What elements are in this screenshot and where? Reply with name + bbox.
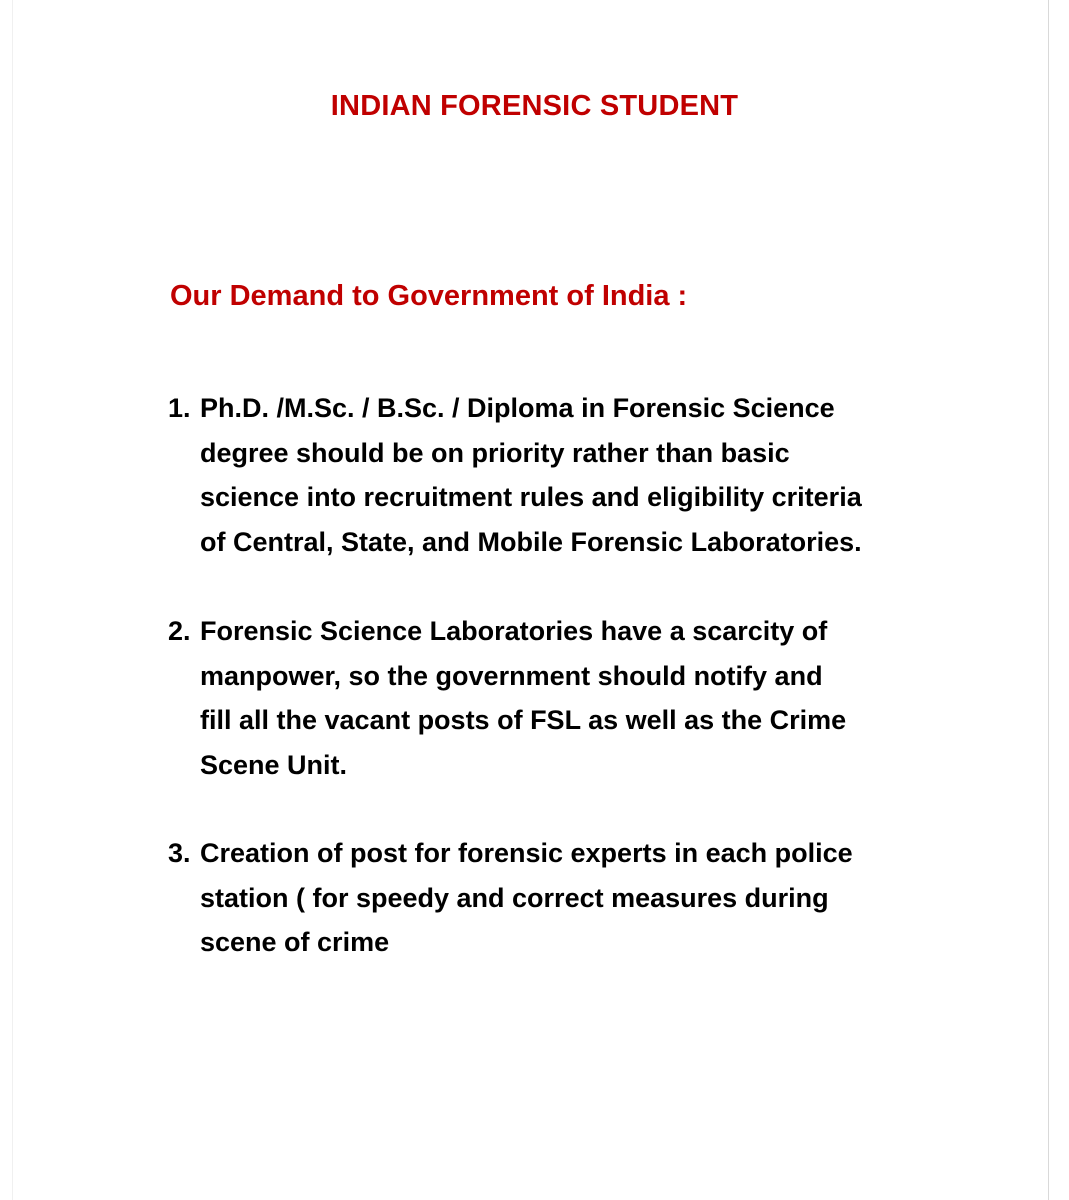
- demand-text: Creation of post for forensic experts in each police station ( for speedy and correct measures during scene of crime: [200, 838, 853, 957]
- section-heading: Our Demand to Government of India :: [170, 280, 688, 312]
- demand-item-1: [168, 386, 968, 564]
- demand-text: Ph.D. /M.Sc. / B.Sc. / Diploma in Forensic Science degree should be on priority rather than basic science into recruitment rules and eligibility criteria of Central, State, and Mobile Forensic Laboratories.: [200, 393, 862, 557]
- demand-text: Forensic Science Laboratories have a scarcity of manpower, so the government should notify and fill all the vacant posts of FSL as well as the Crime Scene Unit.: [200, 616, 847, 780]
- page-edge-left: [12, 0, 13, 1200]
- page-edge-right: [1048, 0, 1049, 1200]
- demand-number: 3.: [168, 838, 191, 868]
- demand-item-2: [168, 609, 968, 787]
- demand-item-3: [168, 831, 968, 965]
- document-title: INDIAN FORENSIC STUDENT: [330, 90, 739, 122]
- demand-number: 2.: [168, 616, 191, 646]
- demand-number: 1.: [168, 393, 191, 423]
